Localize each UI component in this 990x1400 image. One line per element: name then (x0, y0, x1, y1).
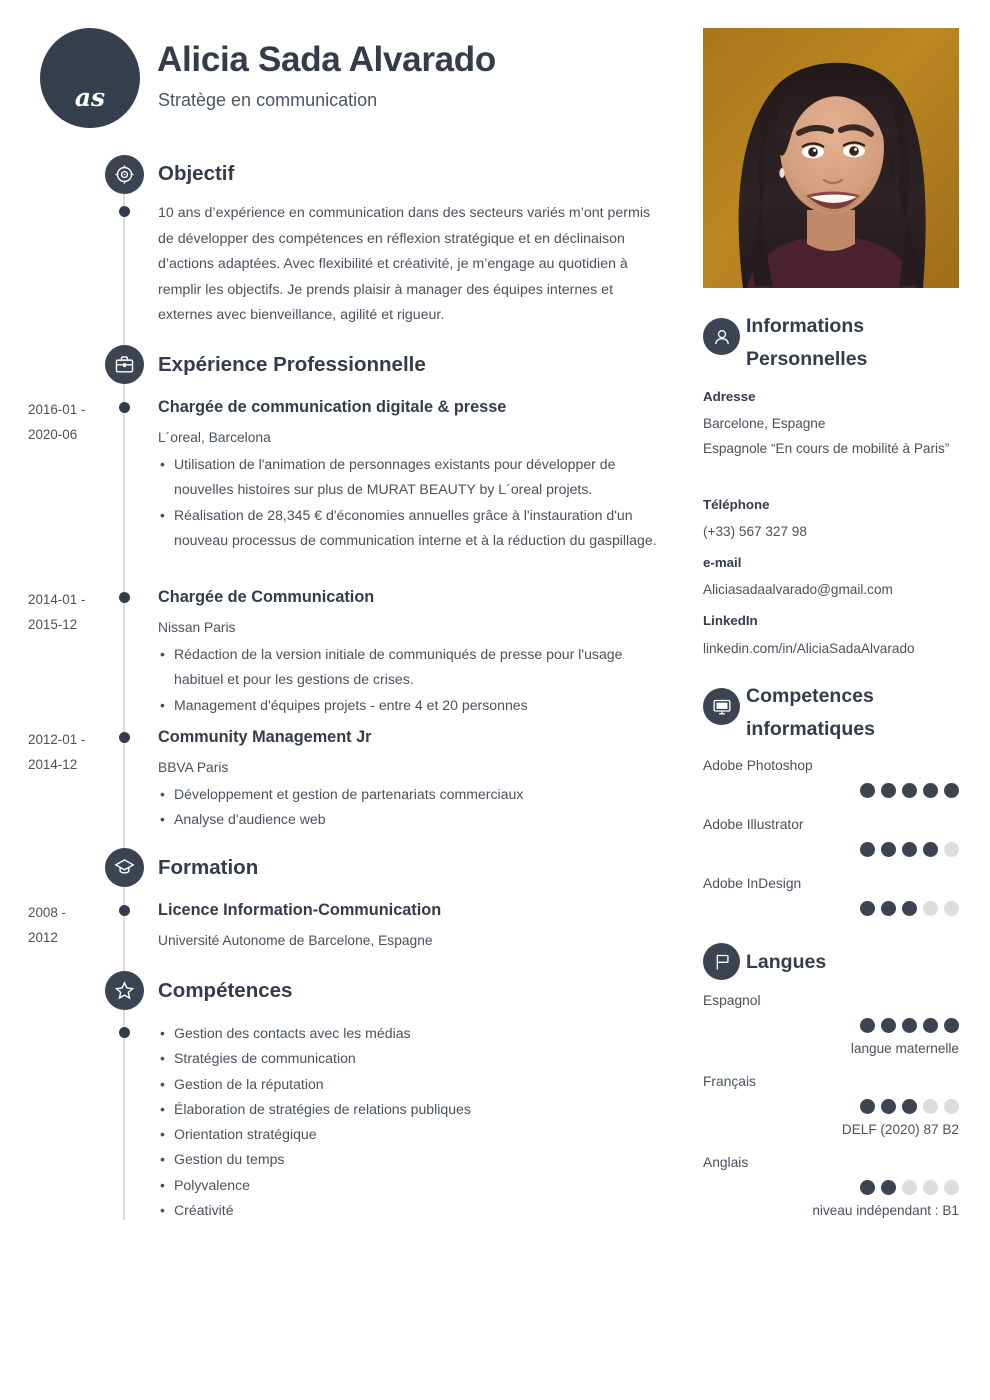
date-to: 2014-12 (28, 757, 78, 772)
right-column (703, 0, 990, 1400)
list-item: • Développement et gestion de partenariats commerciaux (160, 782, 660, 807)
list-item: • Élaboration de stratégies de relations publiques (160, 1097, 660, 1122)
section-title-languages: Langues (746, 951, 827, 973)
language-name-2: Anglais (703, 1155, 749, 1170)
briefcase-icon (105, 345, 144, 384)
section-title-objective: Objectif (158, 162, 235, 185)
rating-dots-illustrator (860, 842, 959, 857)
experience-role-2: Community Management Jr (158, 728, 372, 746)
field-value-adresse: Barcelone, Espagne Espagnole “En cours de mobilité à Paris” (703, 416, 950, 456)
language-name-0: Espagnol (703, 993, 761, 1008)
experience-date-1 (28, 587, 116, 637)
list-item: • Stratégies de communication (160, 1046, 660, 1071)
person-icon (703, 318, 740, 355)
date-to: 2020-06 (28, 427, 78, 442)
experience-role-0: Chargée de communication digitale & presse (158, 398, 507, 416)
candidate-name: Alicia Sada Alvarado (157, 40, 496, 79)
experience-bullets-1 (160, 642, 660, 718)
timeline-dot (119, 732, 130, 743)
experience-bullets-2 (160, 782, 660, 833)
list-item: • Analyse d'audience web (160, 807, 660, 832)
experience-date-2 (28, 727, 116, 777)
experience-employer-1: Nissan Paris (158, 620, 236, 635)
candidate-job-title: Stratège en communication (158, 90, 378, 110)
computer-skill-name-2: Adobe InDesign (703, 876, 802, 891)
list-item: • Gestion des contacts avec les médias (160, 1021, 660, 1046)
computer-skill-name-1: Adobe Illustrator (703, 817, 804, 832)
rating-dots-photoshop (860, 783, 959, 798)
timeline-dot (119, 206, 130, 217)
experience-employer-2: BBVA Paris (158, 760, 229, 775)
skills-list (160, 1021, 660, 1223)
language-note-0: langue maternelle (850, 1041, 959, 1056)
field-label-linkedin: LinkedIn (703, 613, 758, 628)
timeline-dot (119, 402, 130, 413)
star-icon (105, 971, 144, 1010)
section-title-experience: Expérience Professionnelle (158, 353, 426, 376)
experience-bullets-0 (160, 452, 660, 553)
education-date-0 (28, 900, 116, 950)
rating-dots-anglais (860, 1180, 959, 1195)
list-item: • Polyvalence (160, 1173, 660, 1198)
rating-dots-espagnol (860, 1018, 959, 1033)
date-from: 2012-01 - (28, 732, 86, 747)
section-title-education: Formation (158, 856, 259, 879)
timeline-dot (119, 905, 130, 916)
timeline-rail (123, 185, 125, 1220)
experience-role-1: Chargée de Communication (158, 588, 375, 606)
rating-dots-francais (860, 1099, 959, 1114)
date-from: 2014-01 - (28, 592, 86, 607)
language-name-1: Français (703, 1074, 756, 1089)
date-to: 2015-12 (28, 617, 78, 632)
date-to: 2012 (28, 930, 58, 945)
monogram-initials: as (74, 83, 106, 112)
list-item: • Réalisation de 28,345 € d'économies annuelles grâce à l'instauration d'un nouveau processus de communication interne et à la réduction du gaspillage. (160, 503, 660, 554)
list-item: • Créativité (160, 1198, 660, 1223)
monitor-icon (703, 688, 740, 725)
experience-date-0 (28, 397, 116, 447)
date-from: 2016-01 - (28, 402, 86, 417)
language-note-1: DELF (2020) 87 B2 (841, 1122, 959, 1137)
language-note-2: niveau indépendant : B1 (812, 1203, 959, 1218)
experience-employer-0: L´oreal, Barcelona (158, 430, 271, 445)
list-item: • Orientation stratégique (160, 1122, 660, 1147)
list-item: • Utilisation de l'animation de personnages existants pour développer de nouvelles histoires sur plus de MURAT BEAUTY by L´oreal projets. (160, 452, 660, 503)
monogram-avatar (40, 28, 140, 128)
field-label-email: e-mail (703, 555, 742, 570)
education-degree-0: Licence Information-Communication (158, 901, 442, 919)
portrait-photo (703, 28, 959, 288)
computer-skill-name-0: Adobe Photoshop (703, 758, 813, 773)
field-value-telephone: (+33) 567 327 98 (703, 524, 807, 539)
date-from: 2008 - (28, 905, 66, 920)
list-item: • Gestion de la réputation (160, 1072, 660, 1097)
education-school-0: Université Autonome de Barcelone, Espagne (158, 933, 433, 948)
list-item: • Rédaction de la version initiale de communiqués de presse pour l'usage habituel et pour les gestions de crises. (160, 642, 660, 693)
graduation-cap-icon (105, 848, 144, 887)
section-title-skills: Compétences (158, 979, 293, 1002)
list-item: • Gestion du temps (160, 1147, 660, 1172)
rating-dots-indesign (860, 901, 959, 916)
list-item: • Management d'équipes projets - entre 4 et 20 personnes (160, 693, 660, 718)
section-title-personal-info: Informations Personnelles (746, 315, 868, 370)
field-label-adresse: Adresse (703, 389, 756, 404)
flag-icon (703, 943, 740, 980)
field-value-email[interactable]: Aliciasadaalvarado@gmail.com (703, 582, 893, 597)
field-value-linkedin[interactable]: linkedin.com/in/AliciaSadaAlvarado (703, 641, 915, 656)
field-label-telephone: Téléphone (703, 497, 770, 512)
resume-header (40, 28, 670, 138)
section-title-computer-skills: Competences informatiques (746, 685, 875, 740)
target-icon (105, 155, 144, 194)
timeline-dot (119, 1027, 130, 1038)
objective-text: 10 ans d’expérience en communication dans des secteurs variés m’ont permis de développer des compétences en réflexion stratégique et en déclinaison d’actions adaptées. Avec flexibilité et créativité, je m’engage au quotidien à remplir les objectifs. Je prends plaisir à manager des équipes internes et externes avec bienveillance, agilité et rigueur. (158, 205, 651, 323)
timeline-dot (119, 592, 130, 603)
